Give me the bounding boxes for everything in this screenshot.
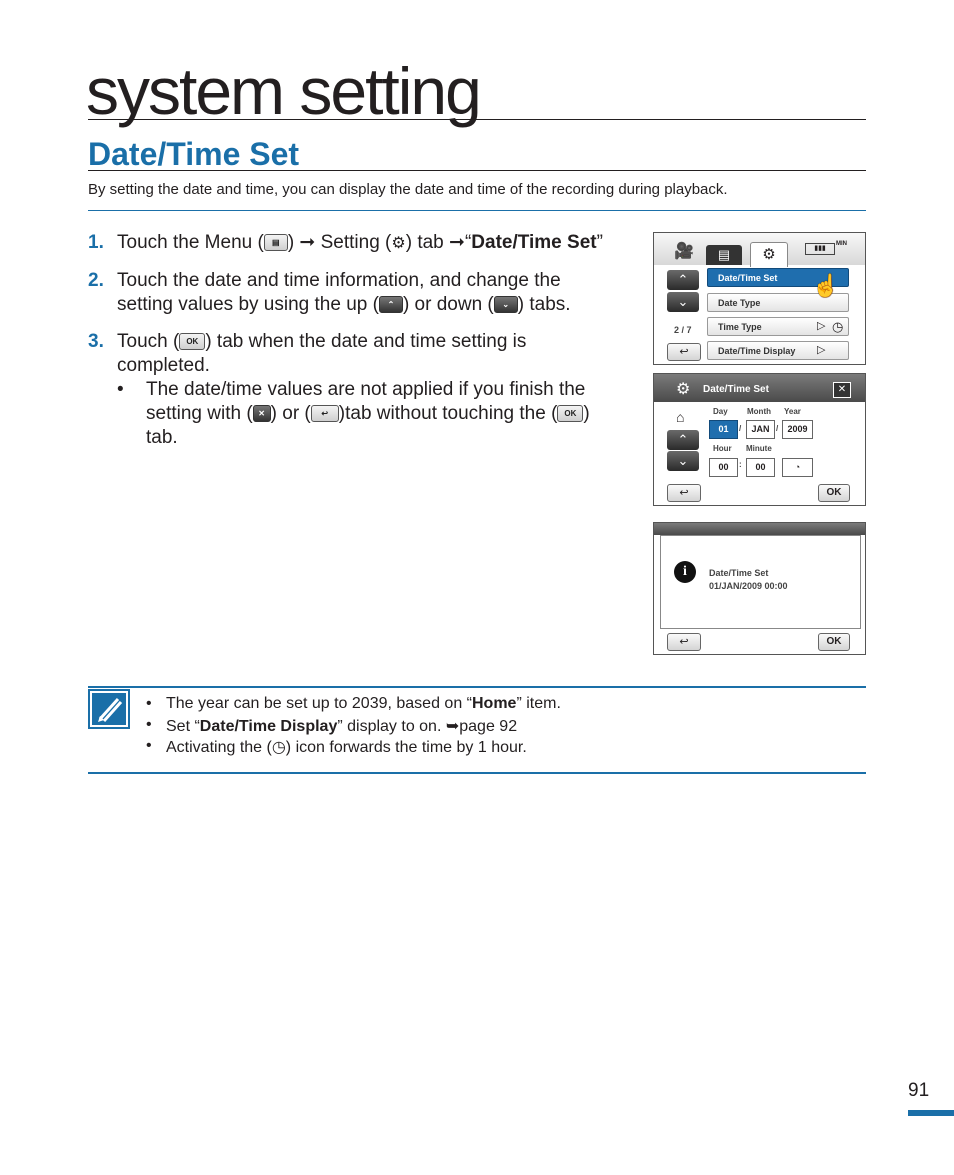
down-button[interactable]: ⌄ [667,292,699,312]
ok-icon: OK [179,333,205,350]
day-value[interactable]: 01 [709,420,738,439]
year-label: Year [784,407,801,416]
note-rule-bottom [88,772,866,774]
back-button[interactable]: ↩ [667,343,701,361]
step-1 [88,231,618,256]
battery-icon: ▮▮▮ [805,243,835,255]
chapter-rule [88,119,866,120]
note-text: ” display to on. ➥page 92 [337,718,518,735]
chapter-title: system setting [86,54,480,128]
note-item [146,695,561,713]
up-button[interactable]: ⌃ [667,430,699,450]
page-number-bar [908,1110,954,1116]
note-item [146,716,517,736]
step-number: 1. [88,232,104,253]
day-label: Day [713,407,728,416]
step-2 [88,269,618,317]
month-label: Month [747,407,771,416]
play-arrow-icon: ▷ [817,320,826,332]
intro-text: By setting the date and time, you can display the date and time of the recording during playback. [88,181,728,198]
hour-label: Hour [713,444,732,453]
gear-icon: ⚙ [391,235,406,252]
step-text: )tab without touching the ( [338,403,558,424]
section-rule [88,170,866,171]
dst-clock-icon: ◷ [271,739,286,756]
note-bold-text: Date/Time Display [199,718,338,735]
screen-title-bar [654,523,865,535]
close-button[interactable]: ✕ [833,382,851,398]
hand-pointer-icon: ☝ [812,273,840,298]
up-arrow-icon: ⌃ [379,296,403,313]
gear-icon: ⚙ [676,381,691,398]
step-number: 3. [88,331,104,352]
step-text: ” [596,232,603,253]
step-text: Touch the date and time information, and change the setting values by using the up ( [117,270,561,315]
page-number: 91 [908,1080,930,1101]
step-text: ) tab. [146,403,590,448]
step-text: ) ➞ Setting ( [287,232,392,253]
note-rule-top [88,686,866,688]
bullet: • [117,379,124,400]
home-clock-icon: ⌂ [676,409,685,425]
down-arrow-icon: ⌄ [494,296,518,313]
step-text: Touch ( [117,331,180,352]
menu-item-date-time-set[interactable]: Date/Time Set [707,268,849,287]
menu-item-time-type[interactable]: Time Type [707,317,849,336]
step-text: Touch the Menu ( [117,232,264,253]
bullet: • [146,716,152,733]
step-text: ) or ( [270,403,311,424]
note-item [146,737,527,757]
minute-value[interactable]: 00 [746,458,775,477]
bullet: • [146,695,152,712]
step-bold-text: Date/Time Set [471,232,597,253]
menu-item-date-type[interactable]: Date Type [707,293,849,312]
note-text: Set “ [166,718,200,735]
note-text: ) icon forwards the time by 1 hour. [285,739,527,756]
message-line-2: 01/JAN/2009 00:00 [709,581,788,591]
menu-screen [653,232,866,365]
camera-icon[interactable]: 🎥 [674,243,694,260]
back-icon: ↩ [311,405,339,422]
year-value[interactable]: 2009 [782,420,813,439]
hour-value[interactable]: 00 [709,458,738,477]
battery-min-text: MIN [836,241,847,247]
note-text: Activating the ( [166,739,272,756]
note-text: ” item. [516,695,561,712]
step-3 [88,330,618,450]
section-title: Date/Time Set [88,136,300,172]
step-3-subpoint [117,378,618,450]
dst-toggle-icon[interactable]: ◔ [782,458,813,477]
info-icon: i [674,561,696,583]
menu-tab-icon[interactable]: ▤ [706,245,742,265]
close-icon: ✕ [253,405,271,422]
step-number: 2. [88,270,104,291]
message-line-1: Date/Time Set [709,568,769,578]
intro-rule [88,210,866,211]
confirmation-screen [653,522,866,655]
minute-label: Minute [746,444,772,453]
page-indicator: 2 / 7 [674,325,692,335]
note-text: The year can be set up to 2039, based on “ [166,695,472,712]
clock-icon: ◷ [832,319,844,334]
play-arrow-icon: ▷ [817,344,826,356]
menu-icon: ▤ [264,234,288,251]
screen-title: Date/Time Set [703,384,769,395]
ok-button[interactable]: OK [818,633,850,651]
back-button[interactable]: ↩ [667,633,701,651]
step-text: ) tab when the date and time setting is completed. [117,331,527,376]
ok-icon: OK [557,405,583,422]
up-button[interactable]: ⌃ [667,270,699,290]
step-text: ) tabs. [517,294,571,315]
step-text: ) tab ➞“ [405,232,472,253]
setting-tab-gear-icon[interactable]: ⚙ [750,242,788,267]
note-bold-text: Home [471,695,517,712]
menu-item-date-time-display[interactable]: Date/Time Display [707,341,849,360]
ok-button[interactable]: OK [818,484,850,502]
step-text: ) or down ( [402,294,494,315]
bullet: • [146,737,152,754]
note-pencil-icon [88,689,130,729]
down-button[interactable]: ⌄ [667,451,699,471]
month-value[interactable]: JAN [746,420,775,439]
step-text: The date/time values are not applied if you finish the setting with ( [146,379,586,424]
date-time-set-screen: ⚙ Date/Time Set ✕ ⌂ Day Month Year 01 / JAN / 2009 ⌃ ⌄ Hour Minute 00 : 00 ◔ ↩ OK [653,373,866,506]
back-button[interactable]: ↩ [667,484,701,502]
